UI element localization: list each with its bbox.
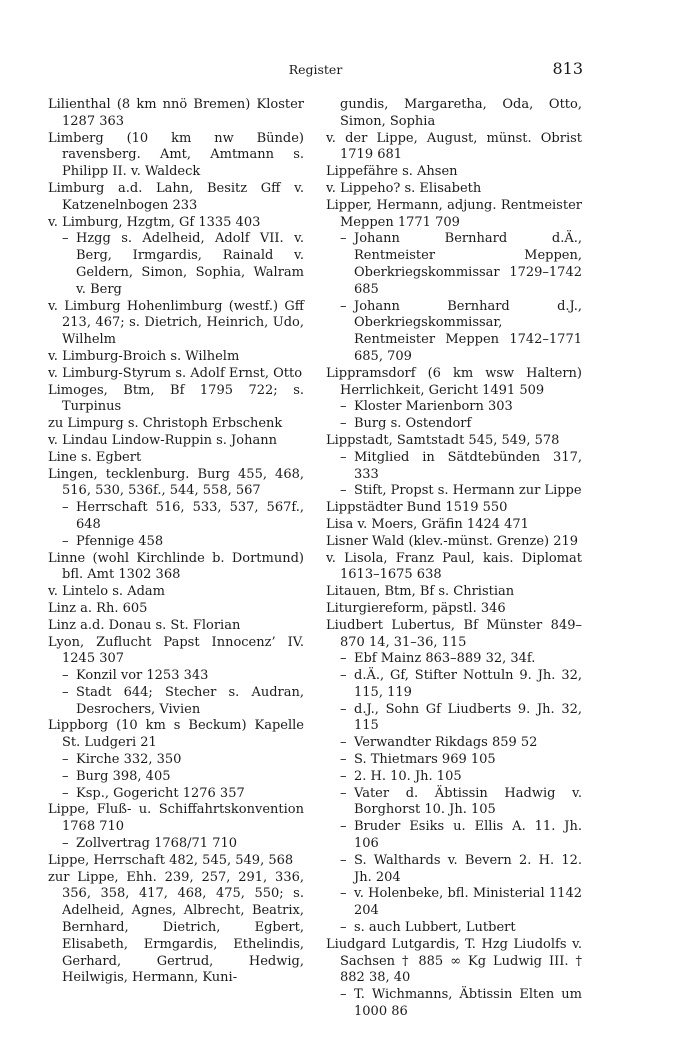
index-subentry: – Verwandter Rikdags 859 52 <box>326 735 582 752</box>
right-column <box>326 97 582 1021</box>
index-subentry: – Zollvertrag 1768/71 710 <box>48 836 304 853</box>
index-entry: Line s. Egbert <box>48 449 142 465</box>
index-subentry: – Johann Bernhard d.J., Oberkriegskommissar, Rentmeister Meppen 1742–1771 685, 709 <box>326 299 582 366</box>
index-subentry: – Konzil vor 1253 343 <box>48 668 304 685</box>
index-subentry: – Hzgg s. Adelheid, Adolf VII. v. Berg, Irmgardis, Rainald v. Geldern, Simon, Sophia, Walram v. Berg <box>48 231 304 298</box>
index-entry: zu Limpurg s. Christoph Erbschenk <box>48 416 283 432</box>
index-entry: Linz a. Rh. 605 <box>48 600 148 616</box>
index-entry: Liudgard Lutgardis, T. Hzg Liudolfs v. Sachsen † 885 ∞ Kg Ludwig III. † 882 38, 40 <box>326 936 582 986</box>
index-subentry: – Johann Bernhard d.Ä., Rentmeister Meppen, Oberkriegskommissar 1729–1742 685 <box>326 231 582 298</box>
index-subentry: – Ebf Mainz 863–889 32, 34f. <box>326 651 582 668</box>
page-number: 813 <box>552 59 583 78</box>
left-column <box>48 97 304 987</box>
index-subentry: – Kloster Marienborn 303 <box>326 399 582 416</box>
index-subentry: – Bruder Esiks u. Ellis A. 11. Jh. 106 <box>326 819 582 853</box>
index-entry: Lisner Wald (klev.-münst. Grenze) 219 <box>326 533 579 549</box>
index-entry: v. Limburg Hohenlimburg (westf.) Gff 213, 467; s. Dietrich, Heinrich, Udo, Wilhelm <box>48 298 304 348</box>
index-entry: v. der Lippe, August, münst. Obrist 1719 681 <box>326 130 582 163</box>
index-entry: v. Lindau Lindow-Ruppin s. Johann <box>48 432 277 448</box>
index-entry: Lipper, Hermann, adjung. Rentmeister Meppen 1771 709 <box>326 197 582 230</box>
index-subentry: – Burg 398, 405 <box>48 769 304 786</box>
index-subentry: – v. Holenbeke, bfl. Ministerial 1142 204 <box>326 886 582 920</box>
index-entry: Litauen, Btm, Bf s. Christian <box>326 584 515 600</box>
index-subentry: – Stift, Propst s. Hermann zur Lippe <box>326 483 582 500</box>
index-subentry: – Pfennige 458 <box>48 534 304 551</box>
index-entry: Limoges, Btm, Bf 1795 722; s. Turpinus <box>48 382 304 415</box>
index-subentry: – Ksp., Gogericht 1276 357 <box>48 786 304 803</box>
index-entry: Linne (wohl Kirchlinde b. Dortmund) bfl. Amt 1302 368 <box>48 550 304 583</box>
index-entry: v. Limburg-Broich s. Wilhelm <box>48 348 240 364</box>
index-entry: Lippramsdorf (6 km wsw Haltern) Herrlichkeit, Gericht 1491 509 <box>326 365 582 398</box>
index-entry: v. Lippeho? s. Elisabeth <box>326 180 482 196</box>
index-entry: Liturgiereform, päpstl. 346 <box>326 600 506 616</box>
index-entry: v. Limburg-Styrum s. Adolf Ernst, Otto <box>48 365 303 381</box>
index-entry: Lippe, Fluß- u. Schiffahrtskonvention 1768 710 <box>48 802 304 835</box>
index-entry: Lippstadt, Samtstadt 545, 549, 578 <box>326 432 560 448</box>
index-subentry: – d.Ä., Gf, Stifter Nottuln 9. Jh. 32, 115, 119 <box>326 668 582 702</box>
index-entry: Lippstädter Bund 1519 550 <box>326 500 508 516</box>
index-entry: Lingen, tecklenburg. Burg 455, 468, 516, 530, 536f., 544, 558, 567 <box>48 466 304 499</box>
index-subentry: – S. Thietmars 969 105 <box>326 752 582 769</box>
index-subentry: – Herrschaft 516, 533, 537, 567f., 648 <box>48 500 304 534</box>
index-entry: Lyon, Zuflucht Papst Innocenz’ IV. 1245 307 <box>48 634 304 667</box>
index-entry: Limburg a.d. Lahn, Besitz Gff v. Katzenelnbogen 233 <box>48 180 304 213</box>
index-entry: Lippe, Herrschaft 482, 545, 549, 568 <box>48 852 294 868</box>
index-subentry: – S. Walthards v. Bevern 2. H. 12. Jh. 204 <box>326 853 582 887</box>
index-entry: Liudbert Lubertus, Bf Münster 849–870 14, 31–36, 115 <box>326 617 582 650</box>
index-subentry: – d.J., Sohn Gf Liudberts 9. Jh. 32, 115 <box>326 702 582 736</box>
index-entry: v. Limburg, Hzgtm, Gf 1335 403 <box>48 214 261 230</box>
index-entry: Lilienthal (8 km nnö Bremen) Kloster 1287 363 <box>48 97 304 129</box>
index-entry: Lippborg (10 km s Beckum) Kapelle St. Ludgeri 21 <box>48 718 304 751</box>
index-subentry: – Mitglied in Sätdtebünden 317, 333 <box>326 450 582 484</box>
index-entry: Linz a.d. Donau s. St. Florian <box>48 617 241 633</box>
index-subentry: – s. auch Lubbert, Lutbert <box>326 920 582 937</box>
page-header <box>48 59 583 82</box>
index-subentry: – T. Wichmanns, Äbtissin Elten um 1000 86 <box>326 987 582 1021</box>
index-entry: Lippefähre s. Ahsen <box>326 164 458 180</box>
index-entry: v. Lintelo s. Adam <box>48 584 165 600</box>
index-entry: gundis, Margaretha, Oda, Otto, Simon, Sophia <box>340 97 582 129</box>
index-subentry: – 2. H. 10. Jh. 105 <box>326 769 582 786</box>
index-subentry: – Stadt 644; Stecher s. Audran, Desrochers, Vivien <box>48 685 304 719</box>
index-entry: Lisa v. Moers, Gräfin 1424 471 <box>326 516 529 532</box>
running-head: Register <box>288 62 343 77</box>
index-subentry: – Kirche 332, 350 <box>48 752 304 769</box>
index-entry: Limberg (10 km nw Bünde) ravensberg. Amt, Amtmann s. Philipp II. v. Waldeck <box>48 130 304 180</box>
index-subentry: – Burg s. Ostendorf <box>326 416 582 433</box>
index-entry: zur Lippe, Ehh. 239, 257, 291, 336, 356, 358, 417, 468, 475, 550; s. Adelheid, Agnes, Albrecht, Beatrix, Bernhard, Dietrich, Egbert, Elisabeth, Ermgardis, Ethelindis, Gerhard, Gertrud, Hedwig, Heilwigis, Hermann, Kuni- <box>48 869 304 986</box>
index-entry: v. Lisola, Franz Paul, kais. Diplomat 1613–1675 638 <box>326 550 582 583</box>
index-subentry: – Vater d. Äbtissin Hadwig v. Borghorst 10. Jh. 105 <box>326 786 582 820</box>
